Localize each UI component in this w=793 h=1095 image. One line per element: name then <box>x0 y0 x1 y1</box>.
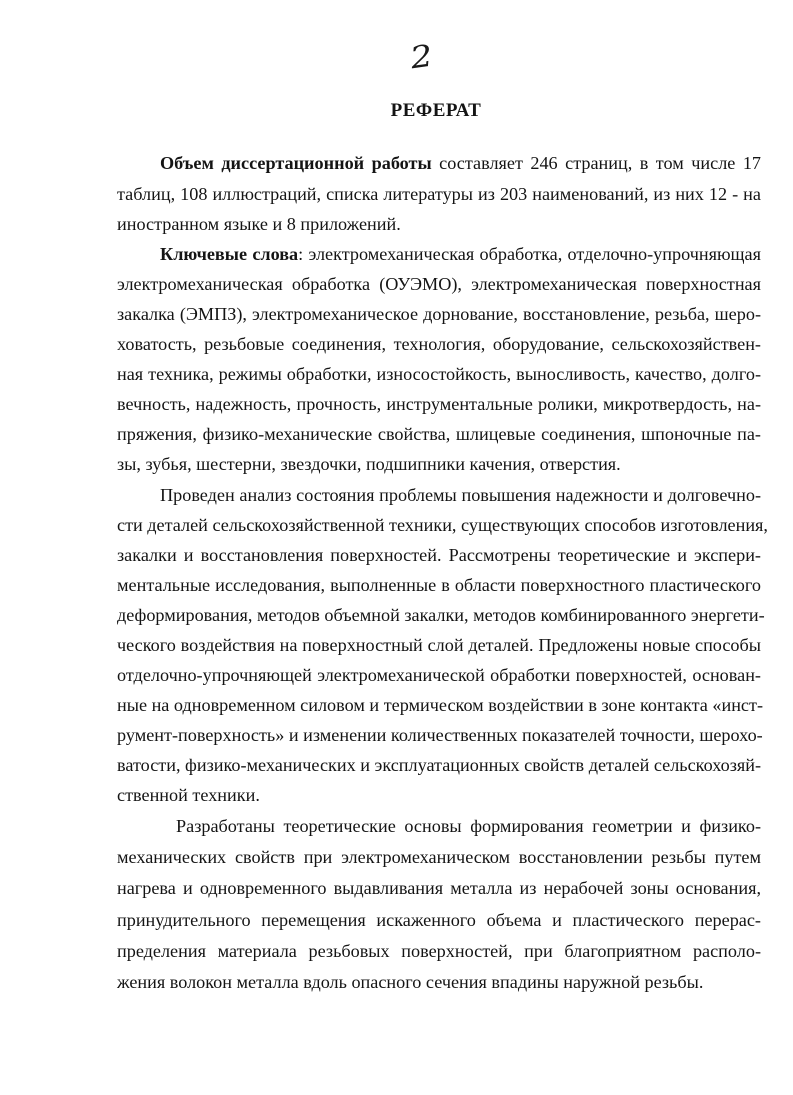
text-line: ментальные исследования, выполненные в области поверхностного пластического <box>117 575 761 595</box>
text-line: сти деталей сельскохозяйственной техники, существующих способов изготовления, <box>117 515 768 535</box>
text-line: Проведен анализ состояния проблемы повышения надежности и долговечно- <box>160 485 761 505</box>
text-line: принудительного перемещения искаженного объема и пластического перерас- <box>117 910 761 930</box>
text-line: ные на одновременном силовом и термическом воздействии в зоне контакта «инст- <box>117 695 763 715</box>
text-line <box>160 152 761 174</box>
text-line: закалка (ЭМПЗ), электромеханическое дорнование, восстановление, резьба, шеро- <box>117 304 761 324</box>
text-line: таблиц, 108 иллюстраций, списка литературы из 203 наименований, из них 12 - на <box>117 184 761 204</box>
text-line: пределения материала резьбовых поверхностей, при благоприятном располо- <box>117 941 761 961</box>
text-line: румент-поверхность» и изменении количественных показателей точности, шерохо- <box>117 725 763 745</box>
text-line: механических свойств при электромеханическом восстановлении резьбы путем <box>117 847 761 867</box>
text-line: ственной техники. <box>117 785 260 805</box>
paragraph-lead: Объем диссертационной работы <box>160 153 432 173</box>
text-span: составляет 246 страниц, в том числе 17 <box>439 153 762 173</box>
text-span: : электромеханическая обработка, отделочно-упрочняющая <box>298 244 761 264</box>
text-line: ватости, физико-механических и эксплуатационных свойств деталей сельскохозяй- <box>117 755 762 775</box>
text-line: Разработаны теоретические основы формирования геометрии и физико- <box>176 816 761 836</box>
text-line: ческого воздействия на поверхностный слой деталей. Предложены новые способы <box>117 635 761 655</box>
text-line: жения волокон металла вдоль опасного сечения впадины наружной резьбы. <box>117 972 704 992</box>
text-line: зы, зубья, шестерни, звездочки, подшипники качения, отверстия. <box>117 454 621 474</box>
text-line: ховатость, резьбовые соединения, технология, оборудование, сельскохозяйствен- <box>117 334 761 354</box>
text-line <box>160 243 761 265</box>
text-line: деформирования, методов объемной закалки, методов комбинированного энергети- <box>117 605 765 625</box>
text-line: нагрева и одновременного выдавливания металла из нерабочей зоны основания, <box>117 878 761 898</box>
text-line: закалки и восстановления поверхностей. Рассмотрены теоретические и экспери- <box>117 545 761 565</box>
text-line: электромеханическая обработка (ОУЭМО), электромеханическая поверхностная <box>117 274 761 294</box>
text-line: вечность, надежность, прочность, инструментальные ролики, микротвердость, на- <box>117 394 761 414</box>
page-title: РЕФЕРАТ <box>390 100 482 121</box>
text-line: иностранном языке и 8 приложений. <box>117 214 401 234</box>
text-line: отделочно-упрочняющей электромеханической обработки поверхностей, основан- <box>117 665 761 685</box>
page-number: 2 <box>408 38 435 77</box>
paragraph-lead: Ключевые слова <box>160 244 299 264</box>
text-line: ная техника, режимы обработки, износостойкость, выносливость, качество, долго- <box>117 364 761 384</box>
text-line: пряжения, физико-механические свойства, шлицевые соединения, шпоночные па- <box>117 424 761 444</box>
